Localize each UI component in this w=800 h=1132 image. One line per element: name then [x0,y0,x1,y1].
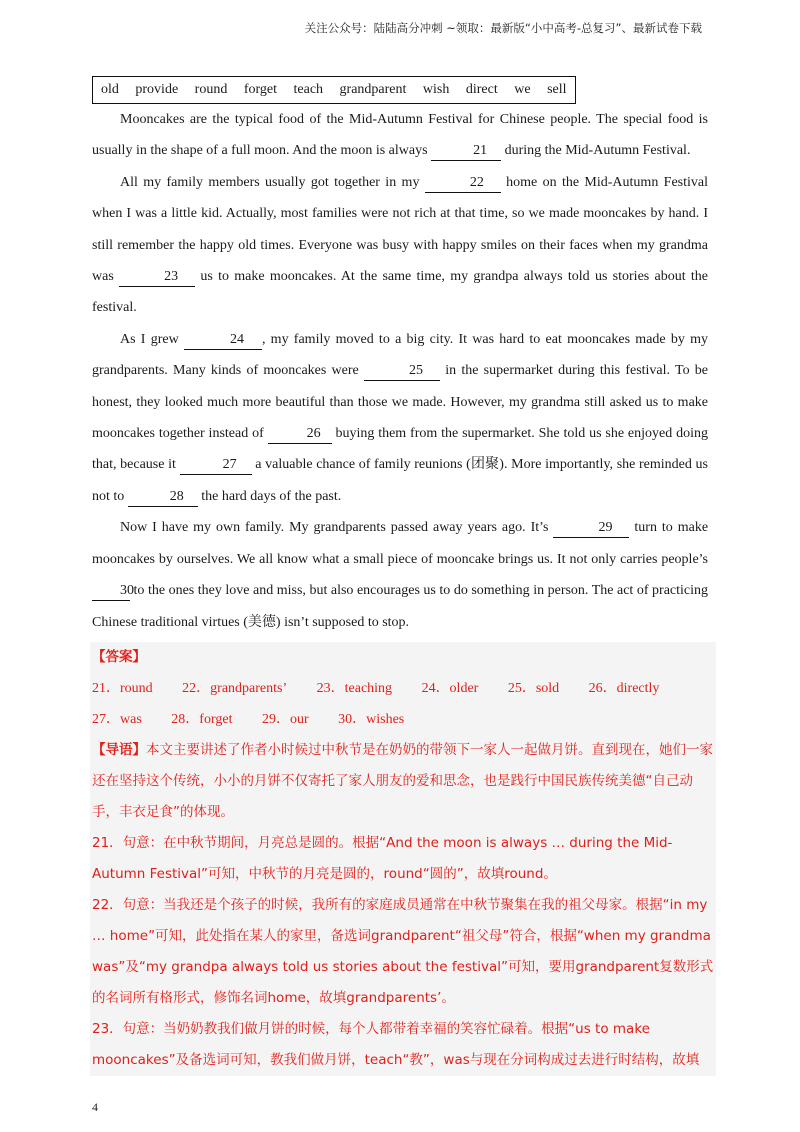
passage-paragraph-4 [92,512,708,638]
passage-text: As I grew [120,331,179,347]
passage-paragraph-3 [92,324,708,512]
blank-26: 26 [268,425,332,444]
blank-23: 23 [119,268,195,287]
explanation-22: 22．句意：当我还是个孩子的时候，我所有的家庭成员通常在中秋节聚集在我的祖父母家。根据“in my … home”可知，此处指在某人的家里，备选词grandparent“祖父母”符合，根据“when my grandma was”及“my grandpa always told us stories about the festival”可知，要用grandparent复数形式的名词所有格形式，修饰名词home，故填grandparents’。 [92,896,714,1006]
word-bank-item: old [101,82,119,97]
blank-27: 27 [180,456,252,475]
answer-item: 23．teaching [316,680,393,696]
blank-25: 25 [364,362,440,381]
passage-text: the hard days of the past. [201,488,342,504]
word-bank-item: teach [293,82,324,97]
guide-text: 本文主要讲述了作者小时候过中秋节是在奶奶的带领下一家人一起做月饼。直到现在，她们一家还在坚持这个传统，小小的月饼不仅寄托了家人朋友的爱和思念，也是践行中国民族传统美德“自己动手，丰衣足食”的体现。 [92,741,713,820]
passage-text: us to make mooncakes. At the same time, my grandpa always told us stories about the festival. [92,269,708,316]
word-bank [92,76,576,104]
passage-text: during the Mid-Autumn Festival. [504,143,691,159]
answer-row-2 [92,704,716,735]
word-bank-item: sell [547,82,567,97]
passage-text: All my family members usually got together in my [120,174,420,190]
word-bank-item: provide [135,82,179,97]
blank-30: 30 [92,582,130,601]
word-bank-item: wish [422,82,450,97]
passage-text: Mooncakes are the typical food of the Mid-Autumn Festival for Chinese people. The special food is usually in the shape of a full moon. And the moon is always [92,112,708,159]
passage-text: Now I have my own family. My grandparents passed away years ago. It’s [120,520,549,536]
answer-item: 21．round [92,680,153,696]
word-bank-item: we [514,82,531,97]
page-header: 关注公众号：陆陆高分冲刺 ~领取：最新版“小中高考-总复习”、最新试卷下载 [304,21,702,35]
word-bank-item: direct [465,82,498,97]
passage-text: in the supermarket during this festival. To be honest, they looked much more beautiful than those we made. However, my grandma still asked us to make mooncakes together instead of [92,363,709,442]
guide-title: 【导语】 [92,741,146,758]
answer-item: 27．was [92,711,142,727]
passage-text: , my family moved to a big city. It was hard to eat mooncakes made by my grandparents. Many kinds of mooncakes were [92,331,708,379]
passage-paragraph-1 [92,104,708,167]
answer-item: 29．our [261,711,309,727]
passage-paragraph-2 [92,167,708,324]
blank-21: 21 [431,142,501,161]
answer-item: 28．forget [171,711,233,727]
document-body [92,76,714,1076]
answer-item: 22．grandparents’ [182,680,288,696]
word-bank-item: forget [243,82,278,97]
blank-28: 28 [128,488,198,507]
answer-item: 26．directly [588,680,660,696]
answer-section [90,642,716,1076]
answer-title: 【答案】 [92,648,146,665]
passage-text: home on the Mid-Autumn Festival when I was a little kid. Actually, most families were not rich at that time, so we made mooncakes by hand. I still remember the happy old times. Everyone was busy with happy smiles on their faces when my grandma was [92,174,709,285]
answer-item: 24．older [421,680,479,696]
guide-paragraph [92,735,716,828]
page-number: 4 [92,1100,98,1114]
blank-24: 24 [184,331,262,350]
explanation-21: 21．句意：在中秋节期间，月亮总是圆的。根据“And the moon is always … during the Mid-Autumn Festival”可知，中秋节的月亮是圆的，round“圆的”，故填round。 [92,834,673,882]
explanation-23: 23．句意：当奶奶教我们做月饼的时候，每个人都带着幸福的笑容忙碌着。根据“us to make mooncakes”及备选词可知，教我们做月饼，teach“教”，was与现在分词构成过去进行时结构，故填 [92,1020,700,1068]
word-bank-item: round [194,82,228,97]
answer-item: 25．sold [507,680,560,696]
word-bank-item: grandparent [339,82,407,97]
answer-item: 30．wishes [338,711,405,727]
passage-text: to the ones they love and miss, but also encourages us to do something in person. The act of practicing Chinese traditional virtues (美德) isn’t supposed to stop. [92,583,708,630]
passage-text: a valuable chance of family reunions (团聚). More importantly, she reminded us not to [92,457,709,504]
passage-text: buying them from the supermarket. She told us she enjoyed doing that, because it [92,426,708,473]
blank-22: 22 [425,174,501,193]
passage-text: turn to make mooncakes by ourselves. We all know what a small piece of mooncake brings us. It not only carries people’s [92,520,709,567]
blank-29: 29 [553,519,629,538]
answer-row-1 [92,673,716,704]
